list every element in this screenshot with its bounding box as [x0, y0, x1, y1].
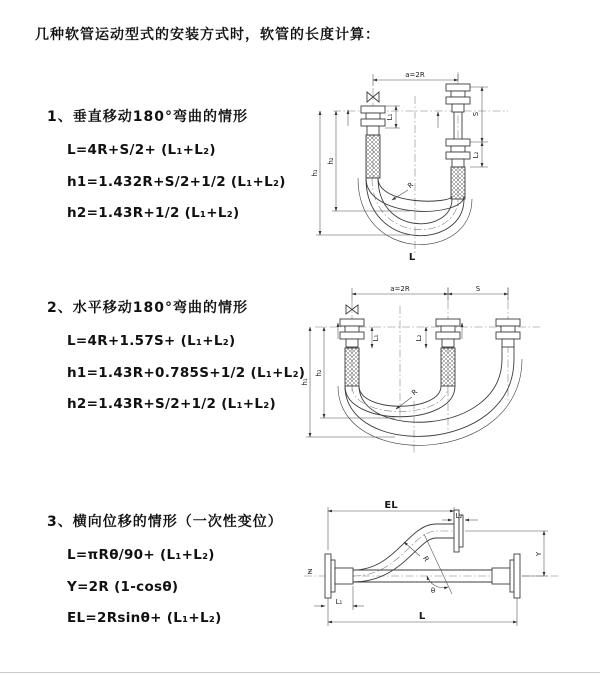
braided-hose-section: [451, 167, 465, 199]
dim-label-a2r: a=2R: [390, 285, 410, 293]
dimension-r: [404, 542, 430, 563]
dimension-l2: [442, 512, 478, 520]
middle-pipe-fitting: [436, 319, 460, 386]
hose-curves: [338, 359, 522, 445]
dimension-h1: [311, 111, 410, 235]
dim-label-l2: L₂: [455, 512, 463, 520]
formula-h1: h1=1.43R+0.785S+1/2 (L₁+L₂): [67, 364, 306, 381]
dim-label-h1: h₁: [301, 378, 309, 386]
dimension-a2r: [373, 71, 458, 86]
formula-length: L=4R+S/2+ (L₁+L₂): [67, 142, 216, 158]
dim-label-l1: L₁: [335, 598, 343, 606]
dim-label-r: R: [406, 180, 416, 191]
dim-label-h2: h₂: [315, 369, 323, 377]
dimension-a2r: [352, 285, 508, 301]
section-2-heading: 2、水平移动180°弯曲的情形: [47, 300, 248, 316]
right-flange: [492, 554, 520, 598]
dim-label-l1: L₁: [372, 334, 380, 342]
dimension-l1: [385, 106, 400, 128]
dimension-theta: [424, 534, 452, 595]
formula-h2: h2=1.43R+S/2+1/2 (L₁+L₂): [67, 396, 276, 412]
diagram-lateral-displacement: [296, 498, 600, 643]
formula-y: Y=2R (1-cosθ): [67, 578, 179, 595]
formula-h1: h1=1.432R+S/2+1/2 (L₁+L₂): [67, 173, 286, 190]
section-vertical-movement: [47, 106, 286, 230]
right-pipe-fitting-lower: [446, 139, 470, 199]
dim-label-l2: L₂: [415, 334, 423, 342]
dim-label-h1: h₁: [311, 169, 319, 177]
section-1-heading: 1、垂直移动180°弯曲的情形: [47, 109, 248, 125]
dimension-l1: [372, 327, 380, 348]
displaced-hose-curve: [353, 524, 454, 582]
dimension-s: [470, 87, 488, 142]
dim-label-el: EL: [384, 500, 398, 511]
page-title: 几种软管运动型式的安装方式时，软管的长度计算：: [35, 27, 380, 43]
formula-length: L=πRθ/90+ (L₁+L₂): [67, 547, 215, 563]
section-1-formulas: [67, 135, 286, 230]
section-3-heading: 3、横向位移的情形（一次性变位）: [47, 514, 283, 530]
formula-length: L=4R+1.57S+ (L₁+L₂): [67, 333, 236, 349]
dim-label-r: R: [410, 387, 420, 398]
dimension-el: [328, 500, 454, 550]
dimension-l2: [470, 142, 488, 167]
dim-label-a2r: a=2R: [405, 71, 425, 79]
dim-label-l: L: [418, 611, 426, 622]
diagram-horizontal-movement-180: [300, 281, 600, 461]
section-lateral-displacement: [47, 511, 283, 635]
dim-label-s: S: [475, 285, 481, 293]
left-flange: [325, 554, 353, 598]
right-pipe-fitting-upper: [446, 84, 470, 112]
dim-label-theta: θ: [430, 587, 436, 595]
dimension-l2: [415, 327, 426, 348]
braided-hose-section: [366, 135, 380, 178]
dimension-s: [448, 285, 508, 294]
formula-h2: h2=1.43R+1/2 (L₁+L₂): [67, 205, 240, 221]
section-horizontal-movement: [47, 297, 305, 421]
braided-hose-section: [345, 348, 359, 386]
dim-label-r: R: [421, 554, 431, 564]
left-pipe-fitting: [361, 106, 385, 178]
dim-label-y: Y: [535, 551, 543, 557]
page-bottom-edge: [0, 672, 600, 673]
dim-label-s: S: [472, 111, 480, 117]
dim-label-l2: L₂: [472, 151, 480, 159]
diagram-vertical-movement-180: [308, 66, 593, 266]
left-pipe-fitting: [340, 319, 364, 386]
dim-label-l: L: [408, 252, 416, 263]
formula-el: EL=2Rsinθ+ (L₁+L₂): [67, 610, 222, 626]
centerline-symbol: Ƶ: [307, 568, 313, 576]
section-2-formulas: [67, 326, 305, 421]
dimension-l1: [314, 586, 364, 610]
dimension-r: [392, 181, 415, 200]
dim-label-l1: L₁: [386, 113, 394, 121]
dim-label-h2: h₂: [327, 157, 335, 165]
section-3-formulas: [67, 540, 283, 635]
braided-hose-section: [441, 348, 455, 386]
dimension-l: [328, 598, 517, 626]
